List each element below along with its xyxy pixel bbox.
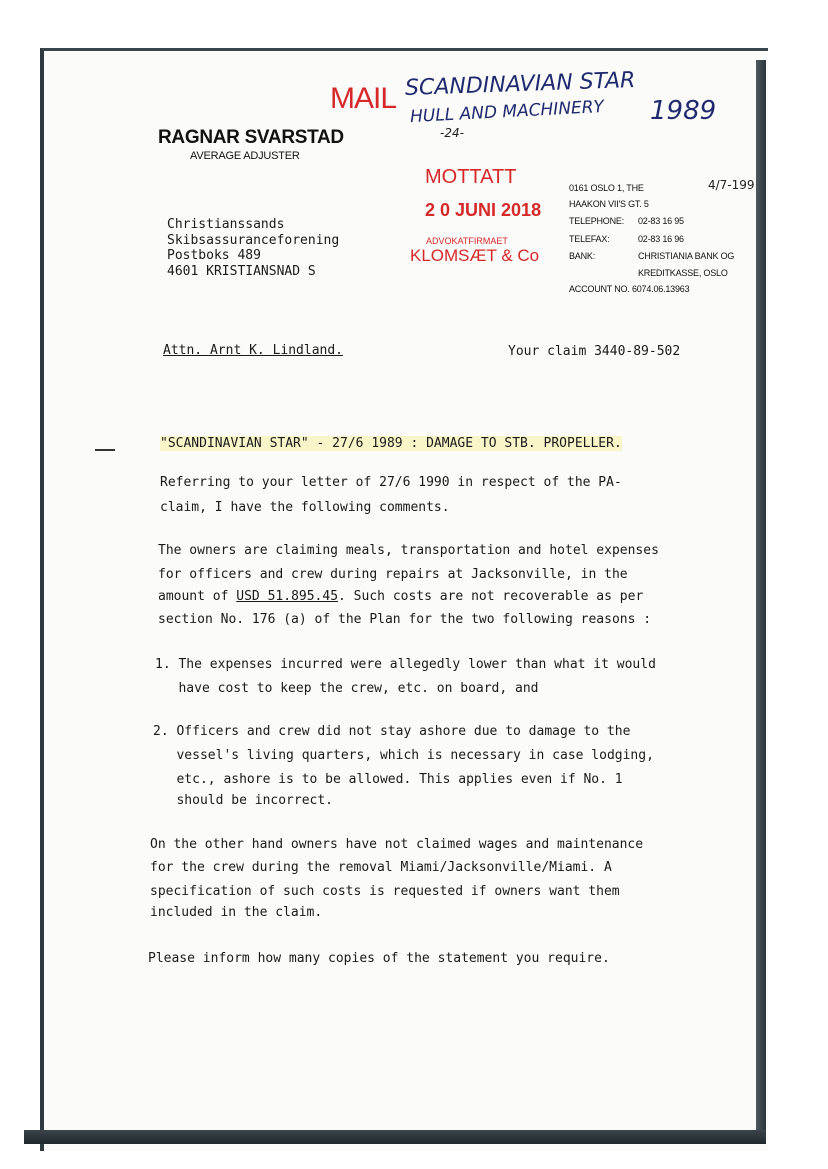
- amount-suffix: . Such costs are not recoverable as per: [338, 589, 644, 604]
- recipient-line: Postboks 489: [167, 248, 261, 263]
- account-number: ACCOUNT NO. 6074.06.13963: [569, 284, 690, 294]
- telephone-label: TELEPHONE:: [569, 216, 625, 226]
- amount-prefix: amount of: [158, 589, 237, 604]
- list-item-line: etc., ashore is to be allowed. This applies even if No. 1: [153, 772, 623, 787]
- body-line: [158, 589, 643, 604]
- contact-address-2: HAAKON VII'S GT. 5: [569, 199, 649, 209]
- body-line: section No. 176 (a) of the Plan for the two following reasons :: [158, 612, 652, 627]
- handwritten-year: 1989: [650, 96, 717, 126]
- handwritten-line-1: SCANDINAVIAN STAR: [404, 67, 636, 102]
- body-line: Referring to your letter of 27/6 1990 in respect of the PA-: [160, 475, 622, 490]
- scan-edge-bottom: [24, 1130, 766, 1144]
- body-line: included in the claim.: [150, 905, 323, 920]
- firm-name: KLOMSÆT & Co: [410, 246, 540, 265]
- claim-reference: Your claim 3440-89-502: [508, 344, 681, 359]
- list-item-line: 1. The expenses incurred were allegedly lower than what it would: [155, 657, 656, 672]
- telefax-number: 02-83 16 96: [638, 234, 684, 244]
- handwritten-page-number: -24-: [440, 126, 464, 140]
- letterhead-title: AVERAGE ADJUSTER: [190, 150, 300, 162]
- body-line: for officers and crew during repairs at Jacksonville, in the: [158, 567, 628, 582]
- handwritten-date: 4/7-199: [708, 178, 755, 192]
- body-line: for the crew during the removal Miami/Jacksonville/Miami. A: [150, 860, 612, 875]
- list-item-line: vessel's living quarters, which is necessary in case lodging,: [153, 748, 654, 763]
- bank-name-1: CHRISTIANIA BANK OG: [638, 251, 735, 261]
- margin-mark: [95, 449, 115, 451]
- list-item-line: 2. Officers and crew did not stay ashore due to damage to the: [153, 724, 631, 739]
- received-stamp: MOTTATT: [425, 166, 517, 188]
- claimed-amount: USD 51.895.45: [236, 589, 339, 604]
- firm-label: ADVOKATFIRMAET: [426, 236, 508, 246]
- list-item-line: should be incorrect.: [153, 793, 334, 808]
- bank-name-2: KREDITKASSE, OSLO: [638, 268, 728, 278]
- recipient-line: 4601 KRISTIANSNAD S: [167, 264, 316, 279]
- scan-edge-right: [756, 60, 766, 1142]
- telefax-label: TELEFAX:: [569, 234, 610, 244]
- body-line: On the other hand owners have not claimed wages and maintenance: [150, 837, 644, 852]
- bank-label: BANK:: [569, 251, 596, 261]
- list-item-line: have cost to keep the crew, etc. on board, and: [155, 681, 539, 696]
- attention-line: Attn. Arnt K. Lindland.: [163, 343, 344, 358]
- telephone-number: 02-83 16 95: [638, 216, 684, 226]
- mail-stamp: MAIL: [330, 82, 397, 115]
- contact-address-1: 0161 OSLO 1, THE: [569, 183, 644, 193]
- received-date: 2 0 JUNI 2018: [425, 200, 542, 220]
- recipient-line: Skibsassuranceforening: [167, 233, 340, 248]
- body-line: claim, I have the following comments.: [160, 500, 450, 515]
- body-line: The owners are claiming meals, transportation and hotel expenses: [158, 543, 659, 558]
- recipient-line: Christianssands: [167, 217, 285, 232]
- handwritten-line-2: HULL AND MACHINERY: [409, 96, 605, 128]
- letterhead-name: RAGNAR SVARSTAD: [158, 127, 344, 148]
- body-line: specification of such costs is requested if owners want them: [150, 884, 620, 899]
- closing-line: Please inform how many copies of the statement you require.: [148, 951, 610, 966]
- subject-line: "SCANDINAVIAN STAR" - 27/6 1989 : DAMAGE TO STB. PROPELLER.: [160, 436, 622, 451]
